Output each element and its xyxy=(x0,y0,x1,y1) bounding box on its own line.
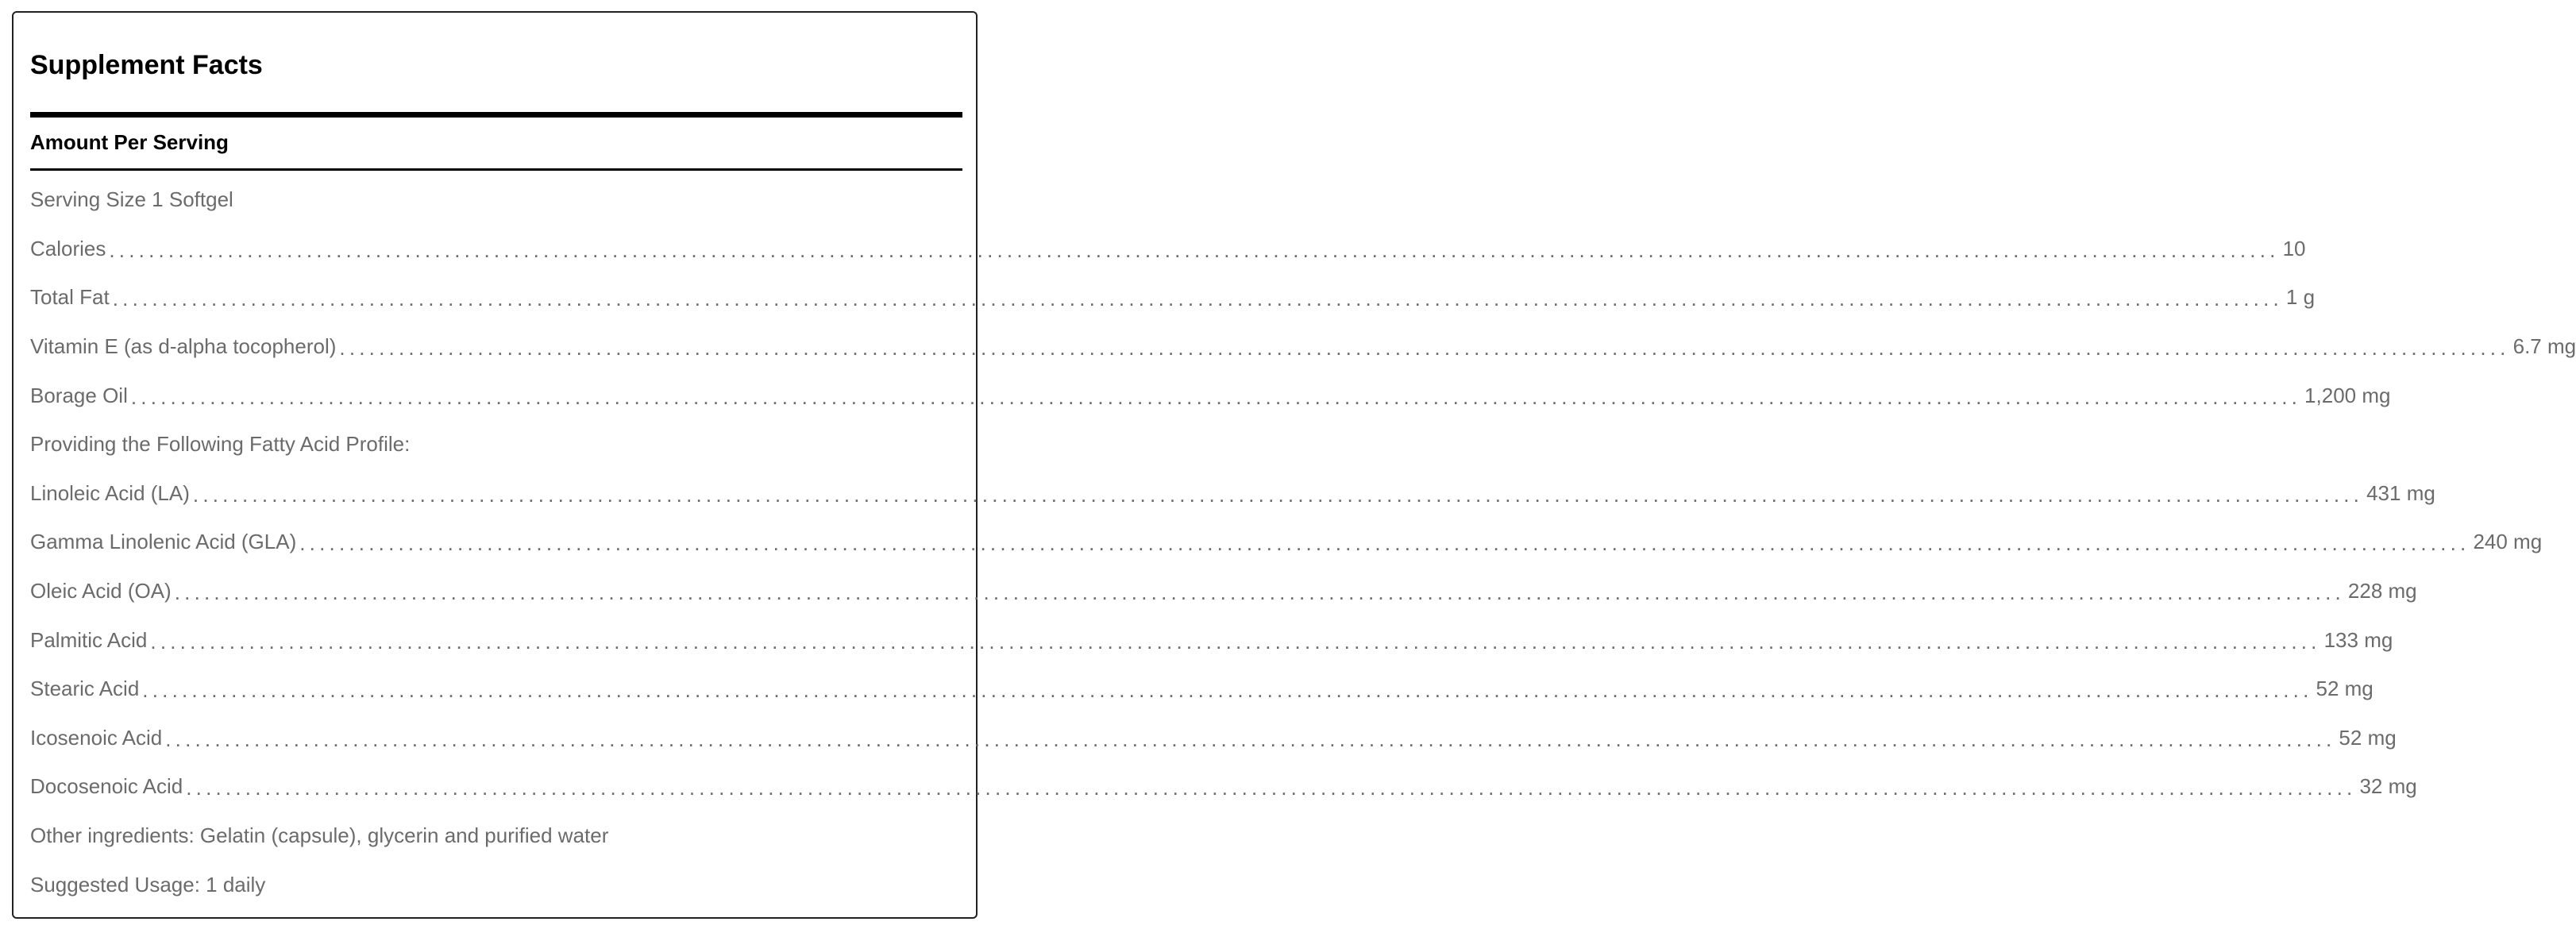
fatty-acid-profile-heading: Providing the Following Fatty Acid Profile: xyxy=(30,432,411,457)
suggested-usage-row xyxy=(30,860,962,909)
nutrient-label: Total Fat xyxy=(30,285,110,310)
nutrient-value: 1,200 mg xyxy=(2304,383,2391,407)
panel-title: Supplement Facts xyxy=(30,50,263,80)
fatty-acid-label: Docosenoic Acid xyxy=(30,774,183,799)
dot-leader: ............................................................................................................................................................................................................................ xyxy=(130,384,2302,409)
fatty-acid-row-oleic xyxy=(30,567,2417,616)
nutrient-row-borage-oil xyxy=(30,371,2391,420)
dot-leader: ............................................................................................................................................................................................................................ xyxy=(174,580,2345,605)
dot-leader: ............................................................................................................................................................................................................................ xyxy=(186,776,2357,800)
nutrient-value: 6.7 mg xyxy=(2512,334,2576,359)
fatty-acid-row-icosenoic xyxy=(30,714,2397,763)
nutrient-row-total-fat xyxy=(30,273,2316,322)
fatty-acid-label: Icosenoic Acid xyxy=(30,725,163,750)
other-ingredients-row xyxy=(30,812,962,861)
fatty-acid-row-gla xyxy=(30,518,2543,567)
dot-leader: ............................................................................................................................................................................................................................ xyxy=(192,482,2364,507)
fatty-acid-value: 228 mg xyxy=(2347,579,2417,603)
suggested-usage-text: Suggested Usage: 1 daily xyxy=(30,872,266,897)
fatty-acid-value: 52 mg xyxy=(2339,725,2397,750)
fatty-acid-row-palmitic xyxy=(30,615,2393,665)
serving-size-row xyxy=(30,175,962,225)
fatty-acid-row-docosenoic xyxy=(30,762,2417,812)
fatty-acid-label: Stearic Acid xyxy=(30,677,140,701)
other-ingredients-text: Other ingredients: Gelatin (capsule), glycerin and purified water xyxy=(30,823,609,848)
dot-leader: ............................................................................................................................................................................................................................ xyxy=(109,237,2280,262)
fatty-acid-value: 32 mg xyxy=(2359,774,2417,799)
fatty-acid-row-stearic xyxy=(30,665,2374,714)
fatty-acid-label: Linoleic Acid (LA) xyxy=(30,480,190,505)
fatty-acid-value: 52 mg xyxy=(2316,677,2374,701)
fatty-acid-profile-heading-row xyxy=(30,420,962,469)
amount-per-serving-heading: Amount Per Serving xyxy=(30,130,229,154)
serving-size-text: Serving Size 1 Softgel xyxy=(30,187,233,212)
fatty-acid-value: 431 mg xyxy=(2366,480,2435,505)
dot-leader: ............................................................................................................................................................................................................................ xyxy=(150,629,2321,654)
fatty-acid-label: Palmitic Acid xyxy=(30,627,148,652)
dot-leader: ............................................................................................................................................................................................................................ xyxy=(142,678,2313,703)
fatty-acid-row-linoleic xyxy=(30,469,2435,519)
nutrient-value: 1 g xyxy=(2285,285,2316,310)
nutrient-row-calories xyxy=(30,225,2306,274)
nutrient-row-vitamin-e xyxy=(30,322,2576,372)
fatty-acid-value: 240 mg xyxy=(2473,530,2543,554)
fatty-acid-value: 133 mg xyxy=(2323,627,2393,652)
fatty-acid-label: Oleic Acid (OA) xyxy=(30,579,172,603)
nutrient-label: Calories xyxy=(30,236,106,260)
dot-leader: ............................................................................................................................................................................................................................ xyxy=(165,727,2336,751)
nutrient-label: Borage Oil xyxy=(30,383,128,407)
dot-leader: ............................................................................................................................................................................................................................ xyxy=(339,336,2510,361)
thin-divider xyxy=(30,168,962,171)
fatty-acid-label: Gamma Linolenic Acid (GLA) xyxy=(30,530,297,554)
facts-list xyxy=(30,175,2576,909)
supplement-facts-panel xyxy=(12,11,2576,919)
nutrient-label: Vitamin E (as d-alpha tocopherol) xyxy=(30,334,337,359)
dot-leader: ............................................................................................................................................................................................................................ xyxy=(112,287,2283,311)
dot-leader: ............................................................................................................................................................................................................................ xyxy=(299,531,2470,556)
thick-divider xyxy=(30,112,962,118)
nutrient-value: 10 xyxy=(2282,236,2306,260)
